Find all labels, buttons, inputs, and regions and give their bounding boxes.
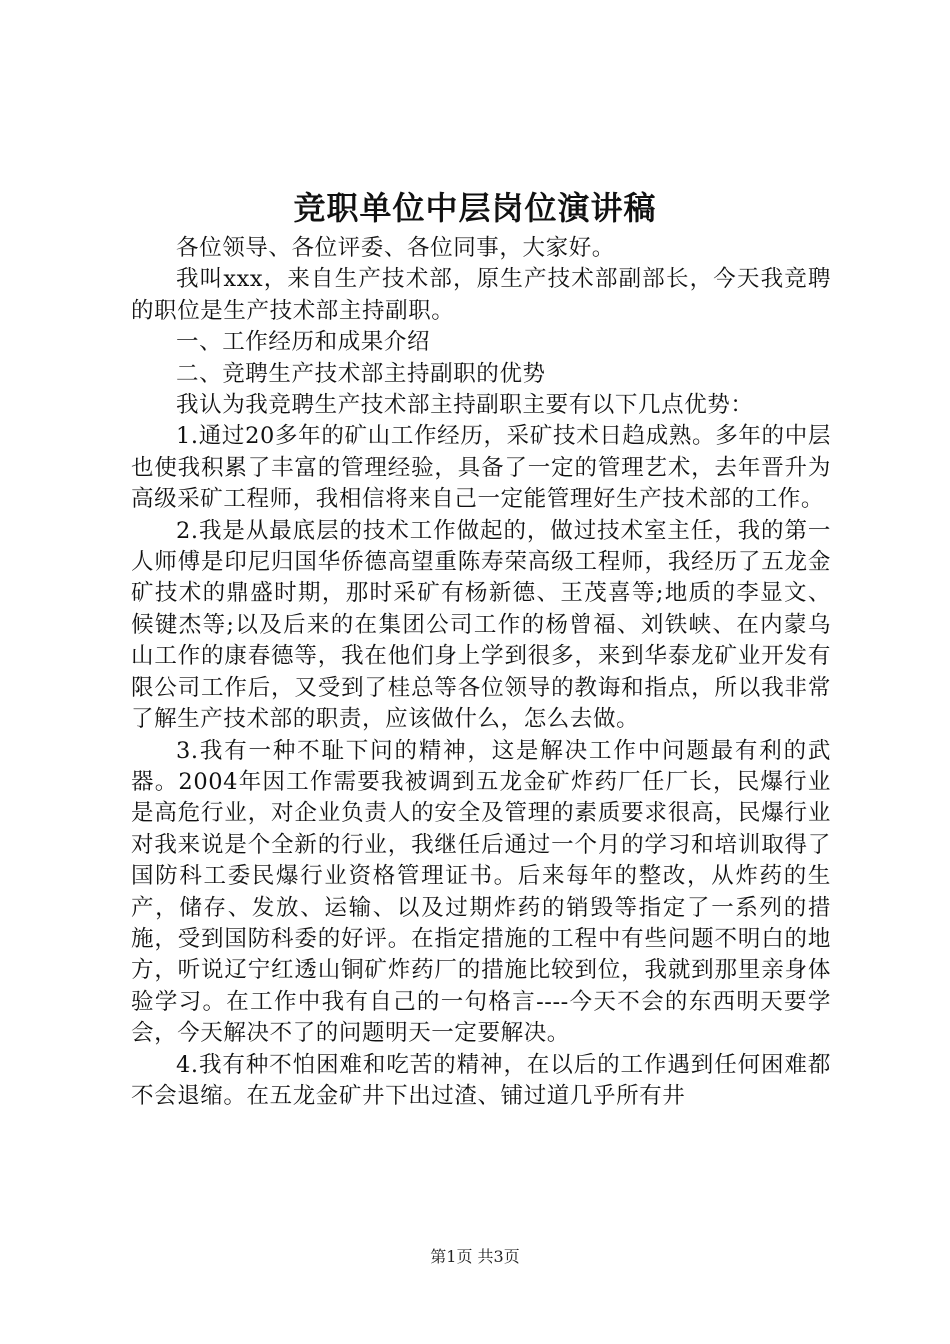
document-title: 竞职单位中层岗位演讲稿 bbox=[293, 189, 657, 227]
paragraph-advantage-1: 1.通过20多年的矿山工作经历，采矿技术日趋成熟。多年的中层也使我积累了丰富的管理经验，具备了一定的管理艺术，去年晋升为高级采矿工程师，我相信将来自己一定能管理好生产技术部的工作。 bbox=[131, 423, 831, 513]
document-body bbox=[131, 233, 831, 1112]
section-heading-experience: 一、工作经历和成果介绍 bbox=[176, 329, 431, 356]
page-number-footer: 第1页 共3页 bbox=[430, 1247, 520, 1266]
paragraph-advantage-4: 4.我有种不怕困难和吃苦的精神，在以后的工作遇到任何困难都不会退缩。在五龙金矿井下出过渣、铺过道几乎所有井 bbox=[131, 1051, 831, 1109]
paragraph-advantage-3: 3.我有一种不耻下问的精神，这是解决工作中问题最有利的武器。2004年因工作需要我被调到五龙金矿炸药厂任厂长，民爆行业是高危行业，对企业负责人的安全及管理的素质要求很高，民爆行业对我来说是个全新的行业，我继任后通过一个月的学习和培训取得了国防科工委民爆行业资格管理证书。后来每年的整改，从炸药的生产，储存、发放、运输、以及过期炸药的销毁等指定了一系列的措施，受到国防科委的好评。在指定措施的工程中有些问题不明白的地方，听说辽宁红透山铜矿炸药厂的措施比较到位，我就到那里亲身体验学习。在工作中我有自己的一句格言----今天不会的东西明天要学会，今天解决不了的问题明天一定要解决。 bbox=[131, 737, 831, 1047]
paragraph-introduction: 我叫xxx，来自生产技术部，原生产技术部副部长，今天我竞聘的职位是生产技术部主持副职。 bbox=[131, 266, 831, 324]
paragraph-advantages-intro: 我认为我竞聘生产技术部主持副职主要有以下几点优势： bbox=[176, 392, 754, 419]
section-heading-advantages: 二、竞聘生产技术部主持副职的优势 bbox=[176, 360, 546, 387]
paragraph-greeting: 各位领导、各位评委、各位同事，大家好。 bbox=[176, 235, 615, 261]
paragraph-advantage-2: 2.我是从最底层的技术工作做起的，做过技术室主任，我的第一人师傅是印尼归国华侨德高望重陈寿荣高级工程师，我经历了五龙金矿技术的鼎盛时期，那时采矿有杨新德、王茂喜等;地质的李显文、候键杰等;以及后来的在集团公司工作的杨曾福、刘铁峡、在内蒙乌山工作的康春德等，我在他们身上学到很多，来到华泰龙矿业开发有限公司工作后，又受到了桂总等各位领导的教诲和指点，所以我非常了解生产技术部的职责，应该做什么，怎么去做。 bbox=[131, 517, 831, 733]
